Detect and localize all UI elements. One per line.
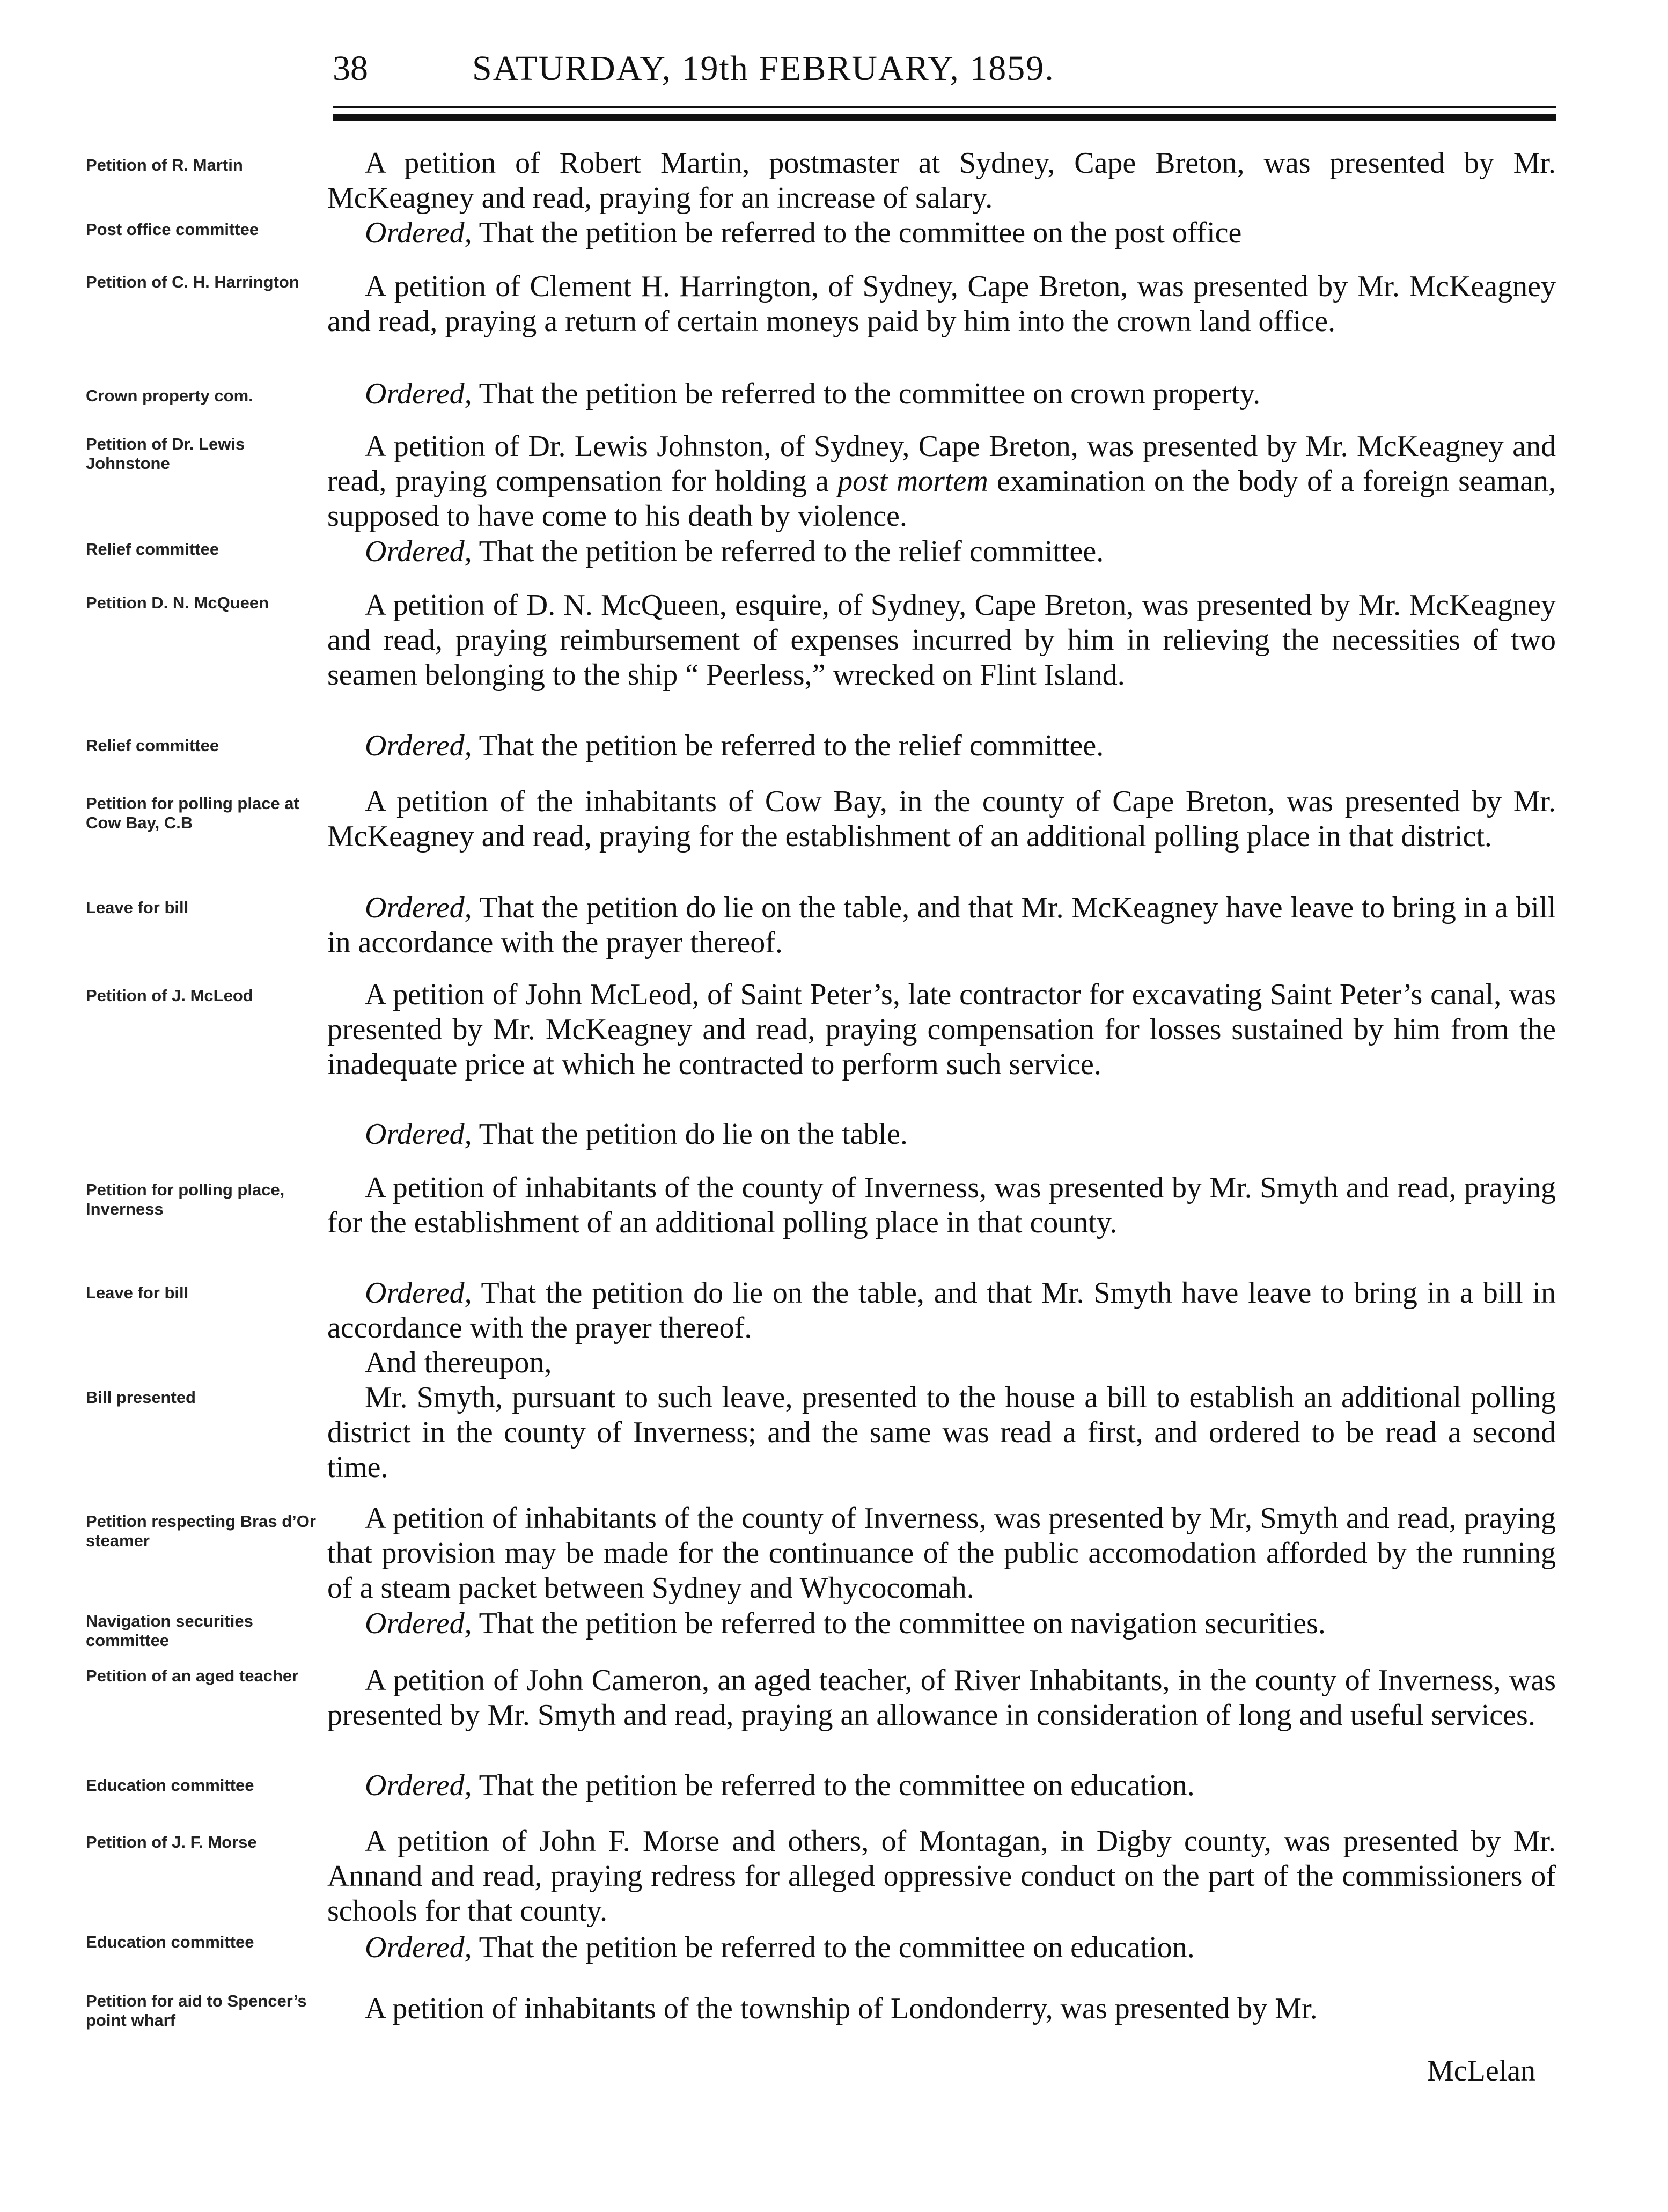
side-note: Petition of J. McLeod [86, 986, 253, 1005]
entry-text: A petition of Clement H. Harrington, of Sydney, Cape Breton, was presented by Mr. McKeagney and read, praying a return of certain moneys paid by him into the crown land office. [327, 270, 1556, 338]
side-note: Petition respecting Bras d’Or steamer [86, 1512, 316, 1550]
order-text: That the petition be referred to the committee on crown property. [479, 377, 1261, 410]
entry-text: A petition of inhabitants of the county of Inverness, was presented by Mr. Smyth and read, praying for the establishment of an additional polling place in that county. [327, 1171, 1556, 1239]
entry-text [327, 1117, 1556, 1152]
entry-text: A petition of inhabitants of the township of Londonderry, was presented by Mr. [365, 1992, 1318, 2025]
side-note: Leave for bill [86, 898, 189, 917]
entry-text [327, 216, 1556, 251]
side-note: Petition D. N. McQueen [86, 593, 269, 612]
order-text: That the petition be referred to the relief committee. [479, 729, 1104, 762]
entry-text [327, 729, 1556, 763]
ordered-label: Ordered, [365, 1276, 472, 1310]
text-before: A petition of Dr. Lewis Johnston, of Sydney, Cape Breton, was presented by Mr. McKeagney and read, praying compensation for holding a [327, 430, 1556, 498]
side-note: Petition of J. F. Morse [86, 1833, 257, 1851]
order-text: That the petition be referred to the committee on navigation securities. [479, 1607, 1326, 1640]
ordered-label: Ordered, [365, 1769, 472, 1802]
entry-text [327, 1930, 1556, 1965]
page-date: SATURDAY, 19th FEBRUARY, 1859. [472, 49, 1055, 88]
entry-text: A petition of John Cameron, an aged teacher, of River Inhabitants, in the county of Inverness, was presented by Mr. Smyth and read, praying an allowance in consideration of long and useful services. [327, 1664, 1556, 1732]
side-note: Petition for polling place at Cow Bay, C.B [86, 794, 299, 832]
side-note: Petition of an aged teacher [86, 1666, 299, 1685]
side-note: Education committee [86, 1932, 254, 1951]
side-note: Petition of Dr. Lewis Johnstone [86, 435, 245, 473]
entry-text [327, 1768, 1556, 1803]
entry-text [327, 1606, 1556, 1641]
entry-text: A petition of John F. Morse and others, of Montagan, in Digby county, was presented by Mr. Annand and read, praying redress for alleged oppressive conduct on the part of the commissioners of schools for that county. [327, 1825, 1556, 1928]
order-text: That the petition be referred to the committee on the post office [479, 216, 1242, 249]
catchword: McLelan [1427, 2054, 1536, 2088]
ordered-label: Ordered, [365, 1607, 472, 1640]
entry-text: A petition of D. N. McQueen, esquire, of Sydney, Cape Breton, was presented by Mr. McKeagney and read, praying reimbursement of expenses incurred by him in relieving the necessities of two seamen belonging to the ship “ Peerless,” wrecked on Flint Island. [327, 589, 1556, 692]
header-rule-thick [333, 114, 1556, 121]
entry-text [327, 377, 1556, 411]
page-number: 38 [333, 49, 368, 88]
side-note: Navigation securities committee [86, 1612, 253, 1650]
ordered-label: Ordered, [365, 891, 472, 924]
entry-text: And thereupon, [365, 1346, 552, 1379]
side-note: Petition for polling place, Inverness [86, 1180, 285, 1218]
entry-text: Mr. Smyth, pursuant to such leave, presented to the house a bill to establish an additional polling district in the county of Inverness; and the same was read a first, and ordered to be read a second time. [327, 1381, 1556, 1484]
order-text: That the petition be referred to the committee on education. [479, 1769, 1195, 1802]
entry-text [327, 1276, 1556, 1346]
header-rule-thin [333, 106, 1556, 108]
page-header [333, 48, 1234, 97]
ordered-label: Ordered, [365, 377, 472, 410]
entry-text: A petition of the inhabitants of Cow Bay, in the county of Cape Breton, was presented by Mr. McKeagney and read, praying for the establishment of an additional polling place in that district. [327, 785, 1556, 853]
ordered-label: Ordered, [365, 535, 472, 568]
ordered-label: Ordered, [365, 1118, 472, 1151]
order-text: That the petition do lie on the table, and that Mr. Smyth have leave to bring in a bill in accordance with the prayer thereof. [327, 1276, 1556, 1344]
ordered-label: Ordered, [365, 729, 472, 762]
ordered-label: Ordered, [365, 216, 472, 249]
side-note: Petition of C. H. Harrington [86, 273, 299, 291]
order-text: That the petition do lie on the table, and that Mr. McKeagney have leave to bring in a bill in accordance with the prayer thereof. [327, 891, 1556, 959]
ordered-label: Ordered, [365, 1931, 472, 1964]
entry-text: A petition of inhabitants of the county of Inverness, was presented by Mr, Smyth and read, praying that provision may be made for the continuance of the public accomodation afforded by the running of a steam packet between Sydney and Whycocomah. [327, 1502, 1556, 1605]
entry-text [327, 534, 1556, 569]
entry-text [327, 429, 1556, 534]
side-note: Relief committee [86, 540, 219, 558]
entry-text: A petition of Robert Martin, postmaster at Sydney, Cape Breton, was presented by Mr. McKeagney and read, praying for an increase of salary. [327, 146, 1556, 215]
entry-text [327, 891, 1556, 960]
side-note: Crown property com. [86, 386, 253, 405]
order-text: That the petition be referred to the relief committee. [479, 535, 1104, 568]
side-note: Petition of R. Martin [86, 156, 243, 174]
side-note: Post office committee [86, 220, 259, 239]
side-note: Petition for aid to Spencer’s point wharf [86, 1991, 307, 2030]
side-note: Bill presented [86, 1388, 196, 1407]
side-note: Education committee [86, 1776, 254, 1795]
italic-phrase: post mortem [837, 465, 988, 498]
side-note: Leave for bill [86, 1283, 189, 1302]
order-text: That the petition be referred to the committee on education. [479, 1931, 1195, 1964]
side-note: Relief committee [86, 736, 219, 755]
order-text: That the petition do lie on the table. [479, 1118, 908, 1151]
text-after: examination on the body of a foreign seaman, supposed to have come to his death by violence. [327, 465, 1556, 533]
entry-text: A petition of John McLeod, of Saint Peter’s, late contractor for excavating Saint Peter’s canal, was presented by Mr. McKeagney and read, praying compensation for losses sustained by him from the inadequate price at which he contracted to perform such service. [327, 978, 1556, 1081]
